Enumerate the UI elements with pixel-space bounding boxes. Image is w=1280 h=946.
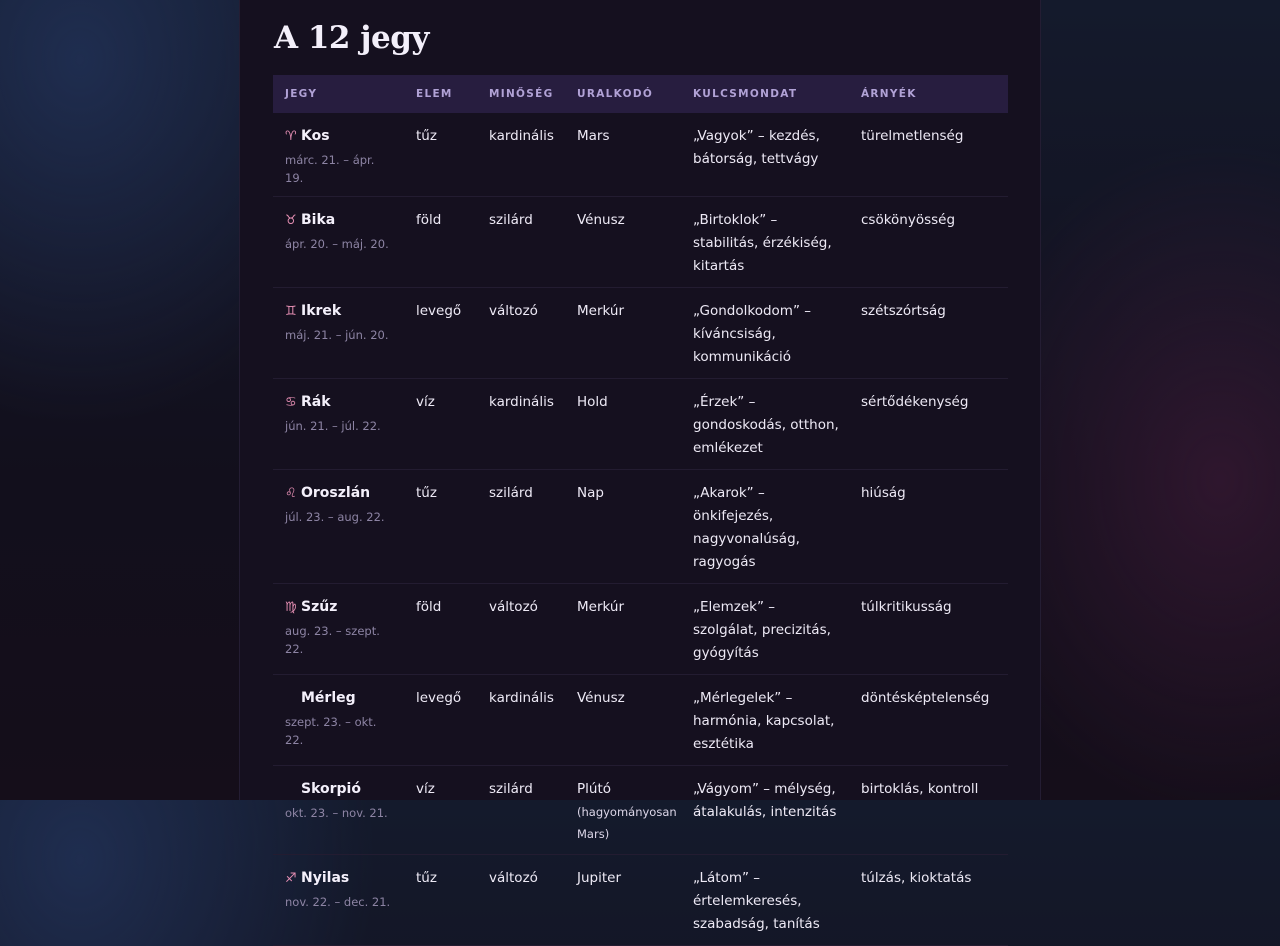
- motto-cell: „Elemzek” – szolgálat, precizitás, gyógyítás: [681, 584, 849, 675]
- ruler-name: Jupiter: [577, 870, 622, 886]
- shadow-cell: túlkritikusság: [849, 584, 1008, 675]
- sign-cell: [273, 766, 404, 855]
- column-header-shadow: ÁRNYÉK: [849, 75, 1008, 113]
- element-cell: víz: [404, 379, 477, 470]
- ruler-name: Merkúr: [577, 599, 625, 615]
- ruler-cell: [565, 197, 681, 288]
- sign-cell: [273, 675, 404, 766]
- quality-cell: kardinális: [477, 675, 565, 766]
- table-row: [273, 288, 1008, 379]
- aries-icon: ♈: [285, 129, 297, 144]
- shadow-cell: szétszórtság: [849, 288, 1008, 379]
- shadow-cell: türelmetlenség: [849, 113, 1008, 197]
- sagittarius-icon: ♐: [285, 871, 297, 886]
- element-cell: tűz: [404, 855, 477, 946]
- ruler-cell: [565, 675, 681, 766]
- ruler-name: Merkúr: [577, 303, 625, 319]
- ruler-cell: [565, 288, 681, 379]
- ruler-name: Nap: [577, 485, 604, 501]
- element-cell: föld: [404, 584, 477, 675]
- sign-cell: [273, 113, 404, 197]
- element-cell: levegő: [404, 288, 477, 379]
- element-cell: levegő: [404, 675, 477, 766]
- ruler-cell: [565, 470, 681, 584]
- table-row: [273, 113, 1008, 197]
- table-row: [273, 584, 1008, 675]
- motto-cell: „Vágyom” – mélység, átalakulás, intenzitás: [681, 766, 849, 855]
- table-row: [273, 766, 1008, 855]
- shadow-cell: csökönyösség: [849, 197, 1008, 288]
- shadow-cell: sértődékenység: [849, 379, 1008, 470]
- sign-dates: máj. 21. – jún. 20.: [285, 328, 389, 342]
- sign-dates: jún. 21. – júl. 22.: [285, 419, 381, 433]
- sign-name: Szűz: [301, 599, 338, 615]
- element-cell: föld: [404, 197, 477, 288]
- quality-cell: szilárd: [477, 197, 565, 288]
- table-row: [273, 675, 1008, 766]
- sign-name: Bika: [301, 212, 336, 228]
- ruler-note: (hagyományosan Mars): [577, 805, 677, 841]
- cancer-icon: ♋: [285, 395, 297, 410]
- quality-cell: kardinális: [477, 113, 565, 197]
- sign-name: Oroszlán: [301, 485, 371, 501]
- sign-name: Ikrek: [301, 303, 342, 319]
- page-title: A 12 jegy: [274, 20, 429, 56]
- motto-cell: „Birtoklok” – stabilitás, érzékiség, kitartás: [681, 197, 849, 288]
- sign-cell: [273, 379, 404, 470]
- ruler-name: Vénusz: [577, 212, 625, 228]
- column-header-ruler: URALKODÓ: [565, 75, 681, 113]
- table-row: [273, 470, 1008, 584]
- element-cell: tűz: [404, 113, 477, 197]
- ruler-name: Hold: [577, 394, 608, 410]
- sign-name: Mérleg: [301, 690, 356, 706]
- shadow-cell: döntésképtelenség: [849, 675, 1008, 766]
- ruler-cell: [565, 766, 681, 855]
- sign-cell: [273, 470, 404, 584]
- sign-name: Rák: [301, 394, 331, 410]
- sign-name: Nyilas: [301, 870, 350, 886]
- sign-dates: okt. 23. – nov. 21.: [285, 806, 388, 820]
- sign-cell: [273, 197, 404, 288]
- sign-name: Skorpió: [301, 781, 361, 797]
- ruler-cell: [565, 584, 681, 675]
- table-header-row: [273, 75, 1008, 113]
- sign-cell: [273, 855, 404, 946]
- motto-cell: „Akarok” – önkifejezés, nagyvonalúság, ragyogás: [681, 470, 849, 584]
- quality-cell: változó: [477, 288, 565, 379]
- sign-name: Kos: [301, 128, 330, 144]
- column-header-element: ELEM: [404, 75, 477, 113]
- sign-dates: aug. 23. – szept. 22.: [285, 624, 380, 656]
- motto-cell: „Látom” – értelemkeresés, szabadság, tanítás: [681, 855, 849, 946]
- ruler-name: Vénusz: [577, 690, 625, 706]
- table-row: [273, 197, 1008, 288]
- element-cell: tűz: [404, 470, 477, 584]
- signs-panel: [239, 0, 1041, 932]
- sign-dates: márc. 21. – ápr. 19.: [285, 153, 375, 185]
- quality-cell: változó: [477, 855, 565, 946]
- table-body: [273, 113, 1008, 946]
- quality-cell: szilárd: [477, 470, 565, 584]
- sign-cell: [273, 288, 404, 379]
- sign-dates: nov. 22. – dec. 21.: [285, 895, 391, 909]
- table-row: [273, 855, 1008, 946]
- virgo-icon: ♍: [285, 600, 297, 615]
- quality-cell: szilárd: [477, 766, 565, 855]
- sign-dates: szept. 23. – okt. 22.: [285, 715, 377, 747]
- gemini-icon: ♊: [285, 304, 297, 319]
- motto-cell: „Vagyok” – kezdés, bátorság, tettvágy: [681, 113, 849, 197]
- leo-icon: ♌: [285, 486, 297, 501]
- ruler-name: Mars: [577, 128, 610, 144]
- element-cell: víz: [404, 766, 477, 855]
- zodiac-table: [273, 75, 1008, 946]
- table-row: [273, 379, 1008, 470]
- shadow-cell: hiúság: [849, 470, 1008, 584]
- shadow-cell: túlzás, kioktatás: [849, 855, 1008, 946]
- motto-cell: „Gondolkodom” – kíváncsiság, kommunikáció: [681, 288, 849, 379]
- ruler-cell: [565, 855, 681, 946]
- motto-cell: „Mérlegelek” – harmónia, kapcsolat, esztétika: [681, 675, 849, 766]
- taurus-icon: ♉: [285, 213, 297, 228]
- ruler-name: Plútó: [577, 781, 612, 797]
- quality-cell: változó: [477, 584, 565, 675]
- sign-cell: [273, 584, 404, 675]
- column-header-sign: JEGY: [273, 75, 404, 113]
- motto-cell: „Érzek” – gondoskodás, otthon, emlékezet: [681, 379, 849, 470]
- sign-dates: ápr. 20. – máj. 20.: [285, 237, 389, 251]
- sign-dates: júl. 23. – aug. 22.: [285, 510, 385, 524]
- quality-cell: kardinális: [477, 379, 565, 470]
- column-header-quality: MINŐSÉG: [477, 75, 565, 113]
- column-header-motto: KULCSMONDAT: [681, 75, 849, 113]
- ruler-cell: [565, 379, 681, 470]
- shadow-cell: birtoklás, kontroll: [849, 766, 1008, 855]
- ruler-cell: [565, 113, 681, 197]
